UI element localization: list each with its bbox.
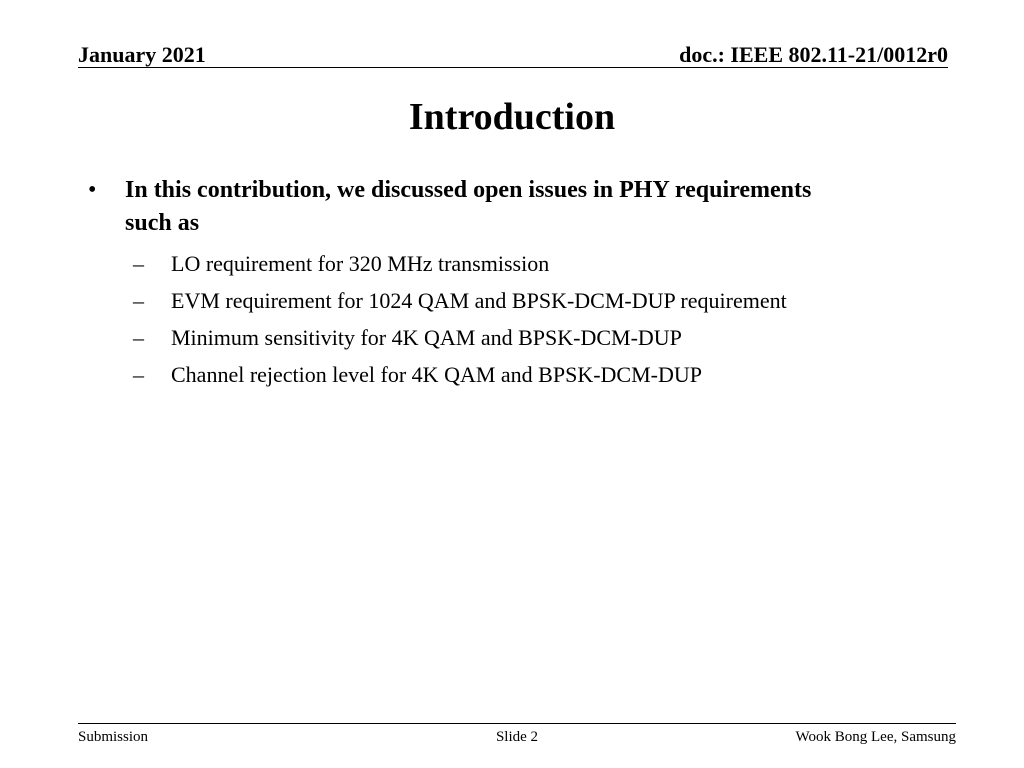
slide-title: Introduction <box>408 96 616 138</box>
footer-divider <box>78 723 956 724</box>
dash-icon: – <box>133 251 144 276</box>
sub-bullet-text: Channel rejection level for 4K QAM and BPSK-DCM-DUP <box>171 362 702 387</box>
header-date: January 2021 <box>78 42 206 67</box>
sub-bullet-item <box>0 286 1024 323</box>
sub-bullet-item <box>0 360 1024 397</box>
dash-icon: – <box>133 362 144 387</box>
dash-icon: – <box>133 325 144 350</box>
header-doc-id: doc.: IEEE 802.11-21/0012r0 <box>679 42 948 67</box>
dash-icon: – <box>133 288 144 313</box>
bullet-icon: • <box>88 177 97 203</box>
main-bullet-text: In this contribution, we discussed open issues in PHY requirements such as <box>125 177 812 236</box>
header-divider <box>78 67 948 68</box>
sub-bullet-text: Minimum sensitivity for 4K QAM and BPSK-DCM-DUP <box>171 325 682 350</box>
footer-slide-number: Slide 2 <box>495 729 539 745</box>
sub-bullet-item <box>0 323 1024 360</box>
footer-author: Wook Bong Lee, Samsung <box>795 729 956 745</box>
sub-bullet-text: LO requirement for 320 MHz transmission <box>171 251 550 276</box>
sub-bullet-item <box>0 249 1024 286</box>
footer-submission: Submission <box>78 729 149 745</box>
sub-bullet-text: EVM requirement for 1024 QAM and BPSK-DCM-DUP requirement <box>171 288 787 313</box>
